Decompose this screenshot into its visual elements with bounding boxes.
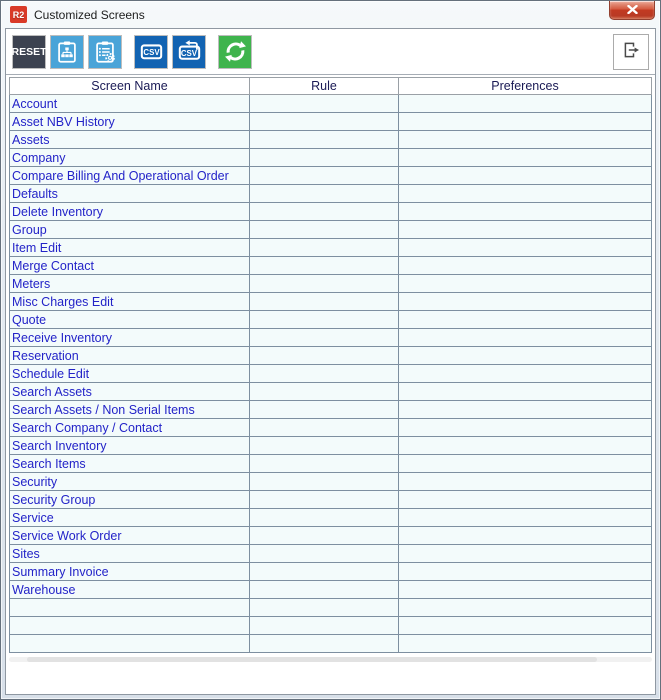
rule-cell[interactable] [250,617,399,635]
screen-name-cell[interactable]: Search Assets [10,383,250,401]
table-row[interactable] [10,221,652,239]
rule-cell[interactable] [250,131,399,149]
screen-name-cell[interactable]: Group [10,221,250,239]
preferences-cell[interactable] [399,365,652,383]
screen-name-cell[interactable]: Reservation [10,347,250,365]
table-row[interactable] [10,473,652,491]
reset-button[interactable]: RESET [12,35,46,69]
table-row[interactable] [10,311,652,329]
table-row[interactable] [10,527,652,545]
preferences-cell[interactable] [399,545,652,563]
screen-name-cell[interactable]: Company [10,149,250,167]
screens-table [9,77,652,653]
screen-name-cell[interactable]: Compare Billing And Operational Order [10,167,250,185]
rule-cell[interactable] [250,239,399,257]
clipboard-gear-icon [92,39,118,65]
refresh-icon [222,38,249,65]
table-row[interactable] [10,635,652,653]
screen-name-cell[interactable]: Security [10,473,250,491]
table-row[interactable] [10,563,652,581]
svg-text:CSV: CSV [142,48,160,58]
rule-cell[interactable] [250,563,399,581]
rule-cell[interactable] [250,365,399,383]
preferences-cell[interactable] [399,401,652,419]
preferences-cell[interactable] [399,221,652,239]
screen-name-cell[interactable] [10,635,250,653]
rule-cell[interactable] [250,113,399,131]
table-row[interactable] [10,113,652,131]
preferences-cell[interactable] [399,149,652,167]
rule-cell[interactable] [250,581,399,599]
exit-button[interactable] [613,34,649,70]
client-area [5,28,656,695]
preferences-cell[interactable] [399,113,652,131]
rule-cell[interactable] [250,167,399,185]
table-row[interactable] [10,383,652,401]
preferences-cell[interactable] [399,311,652,329]
screen-name-cell[interactable]: Assets [10,131,250,149]
close-icon [627,1,638,19]
table-row[interactable] [10,149,652,167]
table-row[interactable] [10,95,652,113]
screen-name-cell[interactable]: Account [10,95,250,113]
preferences-cell[interactable] [399,275,652,293]
close-button[interactable] [609,1,655,20]
rule-cell[interactable] [250,473,399,491]
preferences-cell[interactable] [399,455,652,473]
screen-name-cell[interactable]: Meters [10,275,250,293]
screen-name-cell[interactable]: Asset NBV History [10,113,250,131]
rule-cell[interactable] [250,185,399,203]
screen-name-cell[interactable]: Search Assets / Non Serial Items [10,401,250,419]
rule-cell[interactable] [250,329,399,347]
screen-name-cell[interactable]: Service Work Order [10,527,250,545]
preferences-cell[interactable] [399,383,652,401]
csv-icon [138,38,165,65]
rule-cell[interactable] [250,311,399,329]
preferences-cell[interactable] [399,635,652,653]
window-title: Customized Screens [34,7,145,22]
column-header-preferences[interactable]: Preferences [399,78,652,95]
screen-name-cell[interactable]: Delete Inventory [10,203,250,221]
toolbar [6,29,655,75]
rule-cell[interactable] [250,203,399,221]
table-row[interactable] [10,167,652,185]
rule-cell[interactable] [250,437,399,455]
column-header-rule[interactable]: Rule [250,78,399,95]
app-logo-icon[interactable]: R2 [10,6,27,23]
rule-cell[interactable] [250,221,399,239]
clipboard-hierarchy-icon [54,39,80,65]
preferences-cell[interactable] [399,419,652,437]
screen-name-cell[interactable]: Search Items [10,455,250,473]
rule-cell[interactable] [250,599,399,617]
table-row[interactable] [10,581,652,599]
rule-cell[interactable] [250,293,399,311]
table-row[interactable] [10,545,652,563]
svg-text:CSV: CSV [180,48,197,58]
screen-name-cell[interactable]: Sites [10,545,250,563]
table-row[interactable] [10,617,652,635]
screen-name-cell[interactable]: Misc Charges Edit [10,293,250,311]
preferences-cell[interactable] [399,203,652,221]
screen-name-cell[interactable]: Security Group [10,491,250,509]
preferences-cell[interactable] [399,491,652,509]
rule-cell[interactable] [250,347,399,365]
preferences-cell[interactable] [399,185,652,203]
horizontal-scrollbar-thumb[interactable] [27,657,597,662]
screen-table-body [10,95,652,653]
rule-cell[interactable] [250,545,399,563]
table-row[interactable] [10,599,652,617]
table-row[interactable] [10,203,652,221]
screen-preferences-button[interactable] [88,35,122,69]
screen-name-cell[interactable]: Search Company / Contact [10,419,250,437]
screen-name-cell[interactable]: Merge Contact [10,257,250,275]
rule-cell[interactable] [250,455,399,473]
preferences-cell[interactable] [399,167,652,185]
preferences-cell[interactable] [399,509,652,527]
preferences-cell[interactable] [399,131,652,149]
table-row[interactable] [10,131,652,149]
screen-name-cell[interactable]: Summary Invoice [10,563,250,581]
csv-import-icon [176,38,203,65]
preferences-cell[interactable] [399,599,652,617]
preferences-cell[interactable] [399,437,652,455]
table-row[interactable] [10,437,652,455]
refresh-button[interactable] [218,35,252,69]
table-row[interactable] [10,365,652,383]
column-header-screen-name[interactable]: Screen Name [10,78,250,95]
preferences-cell[interactable] [399,239,652,257]
table-row[interactable] [10,257,652,275]
rule-cell[interactable] [250,401,399,419]
rule-cell[interactable] [250,509,399,527]
table-row[interactable] [10,185,652,203]
table-row[interactable] [10,509,652,527]
exit-icon [619,38,643,67]
screen-name-cell[interactable]: Search Inventory [10,437,250,455]
table-row[interactable] [10,329,652,347]
preferences-cell[interactable] [399,95,652,113]
screen-name-cell[interactable]: Warehouse [10,581,250,599]
preferences-cell[interactable] [399,329,652,347]
screen-name-cell[interactable]: Quote [10,311,250,329]
csv-import-button[interactable] [172,35,206,69]
screen-name-cell[interactable] [10,599,250,617]
screen-name-cell[interactable]: Schedule Edit [10,365,250,383]
rule-cell[interactable] [250,95,399,113]
preferences-cell[interactable] [399,563,652,581]
preferences-cell[interactable] [399,473,652,491]
table-header-row [10,78,652,95]
table-row[interactable] [10,491,652,509]
screen-layout-button[interactable] [50,35,84,69]
screen-name-cell[interactable]: Service [10,509,250,527]
table-row[interactable] [10,455,652,473]
titlebar[interactable] [1,1,660,28]
rule-cell[interactable] [250,527,399,545]
horizontal-scrollbar[interactable] [9,657,652,662]
rule-cell[interactable] [250,149,399,167]
screen-name-cell[interactable]: Defaults [10,185,250,203]
rule-cell[interactable] [250,419,399,437]
table-row[interactable] [10,419,652,437]
preferences-cell[interactable] [399,347,652,365]
table-row[interactable] [10,239,652,257]
screen-name-cell[interactable] [10,617,250,635]
table-row[interactable] [10,347,652,365]
preferences-cell[interactable] [399,293,652,311]
rule-cell[interactable] [250,491,399,509]
csv-export-button[interactable] [134,35,168,69]
table-row[interactable] [10,275,652,293]
table-row[interactable] [10,401,652,419]
rule-cell[interactable] [250,257,399,275]
screen-name-cell[interactable]: Receive Inventory [10,329,250,347]
rule-cell[interactable] [250,275,399,293]
preferences-cell[interactable] [399,617,652,635]
table-row[interactable] [10,293,652,311]
screen-name-cell[interactable]: Item Edit [10,239,250,257]
rule-cell[interactable] [250,383,399,401]
preferences-cell[interactable] [399,581,652,599]
rule-cell[interactable] [250,635,399,653]
preferences-cell[interactable] [399,527,652,545]
preferences-cell[interactable] [399,257,652,275]
